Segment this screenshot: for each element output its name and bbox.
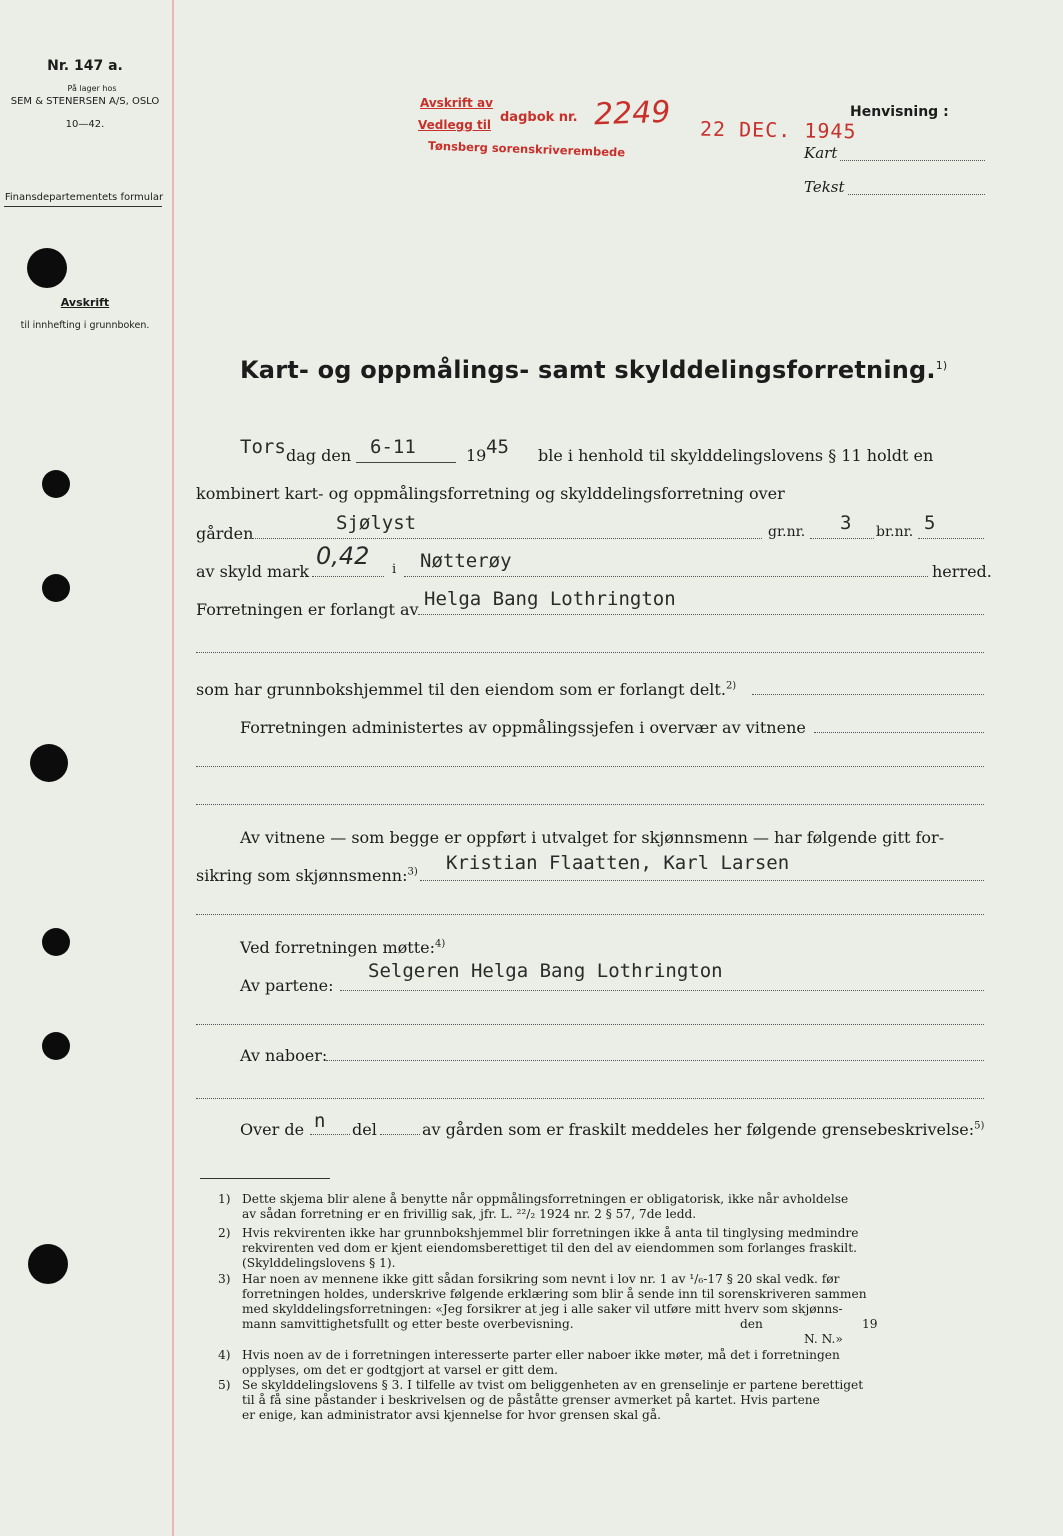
footnote-4: [218, 1348, 987, 1378]
map-field: [840, 160, 985, 161]
footnote-line: Se skylddelingslovens § 3. I tilfelle av tvist om beliggenheten av en grenselinje er partene berettiget: [242, 1378, 864, 1392]
date-filled: 6-11: [370, 436, 416, 458]
tax-value: 0,42: [316, 542, 370, 570]
neighbours-field: [326, 1060, 984, 1061]
tax-label: av skyld mark: [196, 562, 310, 581]
requested-by: Helga Bang Lothrington: [424, 588, 676, 610]
title-holder-field: [752, 694, 984, 695]
footnote-line: er enige, kan administrator avsi kjennelse for hvor grensen skal gå.: [242, 1408, 661, 1422]
footnote-line: med skylddelingsforretningen: «Jeg forsikrer at jeg i alle saker vil utføre mitt hverv som skjønns-: [242, 1302, 843, 1316]
administered-field: [814, 732, 984, 733]
footnote-1: [218, 1192, 987, 1222]
footnote-line: opplyses, om det er godtgjort at varsel er gitt dem.: [242, 1363, 558, 1377]
reference-heading: Henvisning :: [850, 104, 949, 120]
witness-field-1: [196, 766, 984, 767]
footnote-number: 5): [218, 1378, 231, 1392]
title-footnote-ref: 1): [935, 359, 948, 372]
district-label: herred.: [932, 562, 992, 581]
witnesses-field-2: [196, 914, 984, 915]
stamp-attachment: Vedlegg til: [418, 118, 491, 132]
footnote-number: 1): [218, 1192, 231, 1206]
punch-hole: [42, 470, 70, 498]
line2: kombinert kart- og oppmålingsforretning og skylddelingsforretning over: [196, 484, 785, 503]
gnr-field: [810, 538, 874, 539]
document-title: Kart- og oppmålings- samt skylddelingsforretning.$^{1)}$: [240, 356, 948, 384]
municipality-value: Nøtterøy: [420, 550, 512, 572]
publisher-line: På lager hos: [67, 84, 117, 93]
punch-hole: [42, 1032, 70, 1060]
date-underline: [356, 462, 456, 463]
neighbours-label: Av naboer:: [240, 1046, 328, 1065]
over-value: n: [314, 1110, 326, 1132]
tax-field: [312, 576, 384, 577]
farm-field: [250, 538, 762, 539]
signature-den: den: [740, 1317, 763, 1331]
in-label: i: [392, 562, 397, 577]
witnesses-field: [420, 880, 984, 881]
footnote-line: rekvirenten ved dom er kjent eiendomsberettiget til den del av eiendommen som forlanges fraskilt.: [242, 1241, 857, 1255]
municipality-field: [404, 576, 928, 577]
footnote-line: til å få sine påstander i beskrivelsen og de påståtte grenser avmerket på kartet. Hvis partene: [242, 1393, 820, 1407]
gnr-label: gr.nr.: [768, 524, 806, 540]
gnr-value: 3: [840, 512, 852, 534]
over-label: Over de: [240, 1120, 305, 1139]
bnr-field: [918, 538, 984, 539]
punch-hole: [42, 928, 70, 956]
title-holder-text: som har grunnbokshjemmel til den eiendom som er forlangt delt.$^{2)}$: [196, 680, 737, 699]
footnote-line: Dette skjema blir alene å benytte når oppmålingsforretningen er obligatorisk, ikke når avholdelse: [242, 1192, 849, 1206]
signature-year: 19: [862, 1317, 878, 1331]
line1-rest: ble i henhold til skylddelingslovens § 11 holdt en: [538, 446, 934, 465]
year-prefix: 19: [466, 446, 487, 465]
footnote-2: [218, 1226, 987, 1271]
copy-subtitle: til innhefting i grunnboken.: [20, 320, 150, 331]
footnote-line: Hvis rekvirenten ikke har grunnbokshjemmel blir forretningen ikke å anta til tinglysing medmindre: [242, 1226, 859, 1240]
administered-text: Forretningen administertes av oppmålingssjefen i overvær av vitnene: [240, 718, 806, 737]
footnote-line: av sådan forretning er en frivillig sak, jfr. L. ²²/₂ 1924 nr. 2 § 57, 7de ledd.: [242, 1207, 697, 1221]
footnote-line: mann samvittighetsfullt og etter beste overbevisning.: [242, 1317, 574, 1331]
day-prefix: Tors: [240, 436, 286, 458]
bnr-value: 5: [924, 512, 936, 534]
del-label: del: [352, 1120, 377, 1139]
footnote-line: Har noen av mennene ikke gitt sådan forsikring som nevnt i lov nr. 1 av ¹/₆-17 § 20 skal vedk. før: [242, 1272, 840, 1286]
neighbours-field-2: [196, 1098, 984, 1099]
copy-label: Avskrift: [60, 296, 110, 309]
print-code: 10—42.: [65, 119, 105, 130]
farm-name: Sjølyst: [336, 512, 417, 534]
date-stamp: 22 DEC. 1945: [699, 116, 857, 144]
footnote-5: [218, 1378, 987, 1423]
parties-field: [340, 990, 984, 991]
day-suffix: dag den: [286, 446, 352, 465]
stamp-copy-of: Avskrift av: [420, 96, 493, 110]
footnote-divider: [200, 1178, 330, 1179]
parties-value: Selgeren Helga Bang Lothrington: [368, 960, 723, 982]
del-field: [380, 1134, 420, 1135]
punch-hole: [27, 248, 67, 288]
map-label: Kart: [804, 144, 838, 162]
witnesses-value: Kristian Flaatten, Karl Larsen: [446, 852, 790, 874]
bnr-label: br.nr.: [876, 524, 914, 540]
footnote-number: 4): [218, 1348, 231, 1362]
punch-hole: [42, 574, 70, 602]
boundary-text: av gården som er fraskilt meddeles her følgende grensebeskrivelse:$^{5)}$: [422, 1120, 985, 1139]
witness-line2: sikring som skjønnsmenn:$^{3)}$: [196, 866, 418, 885]
form-origin: Finansdepartementets formular: [4, 192, 164, 203]
footnote-line: Hvis noen av de i forretningen interesserte parter eller naboer ikke møter, må det i forretningen: [242, 1348, 840, 1362]
signature-name: N. N.»: [804, 1332, 843, 1346]
text-field: [848, 194, 985, 195]
witness-field-2: [196, 804, 984, 805]
stamp-journal-label: dagbok nr.: [500, 110, 578, 125]
punch-hole: [30, 744, 68, 782]
divider: [4, 206, 162, 207]
farm-label: gården: [196, 524, 254, 543]
parties-field-2: [196, 1024, 984, 1025]
punch-hole: [28, 1244, 68, 1284]
parties-label: Av partene:: [240, 976, 334, 995]
footnote-number: 3): [218, 1272, 231, 1286]
journal-number: 2249: [593, 94, 671, 133]
publisher-name: SEM & STENERSEN A/S, OSLO: [10, 96, 160, 107]
text-label: Tekst: [804, 178, 845, 196]
stamp-office: Tønsberg sorenskriverembede: [427, 138, 626, 160]
witness-line1: Av vitnene — som begge er oppført i utvalget for skjønnsmenn — har følgende gitt for-: [240, 828, 945, 847]
footnote-line: forretningen holdes, underskrive følgende erklæring som blir å sende inn til sorenskriveren sammen: [242, 1287, 867, 1301]
margin-line: [172, 0, 174, 1536]
requested-field-2: [196, 652, 984, 653]
footnote-line: (Skylddelingslovens § 1).: [242, 1256, 396, 1270]
over-field: [310, 1134, 350, 1135]
requested-label: Forretningen er forlangt av: [196, 600, 419, 619]
requested-field: [418, 614, 984, 615]
year-filled: 45: [486, 436, 509, 458]
footnote-number: 2): [218, 1226, 231, 1240]
present-label: Ved forretningen møtte:$^{4)}$: [240, 938, 446, 957]
form-number: Nr. 147 a.: [47, 58, 123, 74]
